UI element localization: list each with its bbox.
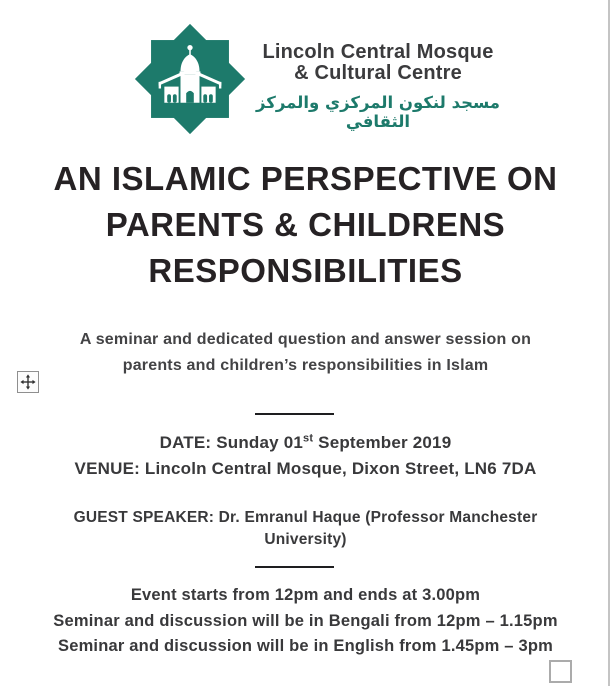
move-handle-icon[interactable] <box>17 371 39 393</box>
schedule-line-2: Seminar and discussion will be in Bengali from 12pm – 1.15pm <box>53 611 558 630</box>
event-subtitle-line-1: A seminar and dedicated question and answer session on <box>79 331 532 348</box>
mosque-logo-icon <box>133 18 247 140</box>
four-way-arrow-icon <box>20 374 36 390</box>
empty-square-handle[interactable] <box>549 660 572 683</box>
guest-speaker-line-1: GUEST SPEAKER: Dr. Emranul Haque (Professor Manchester <box>73 509 538 526</box>
date-text-suffix: September 2019 <box>313 433 452 452</box>
guest-speaker-line-2: University) <box>264 531 347 548</box>
logo-name-line-1: Lincoln Central Mosque <box>262 41 494 63</box>
logo-name-line-2: & Cultural Centre <box>294 62 462 84</box>
event-title-line-1: AN ISLAMIC PERSPECTIVE ON <box>53 160 558 197</box>
date-text-prefix: DATE: Sunday 01 <box>159 433 304 452</box>
divider-rule-top <box>255 413 334 415</box>
page-edge <box>608 0 610 686</box>
event-title-line-3: RESPONSIBILITIES <box>148 252 463 289</box>
event-subtitle-line-2: parents and children’s responsibilities in Islam <box>122 357 489 374</box>
schedule-line-3: Seminar and discussion will be in English from 1.45pm – 3pm <box>57 637 553 655</box>
mosque-logo-text <box>252 42 504 131</box>
event-title <box>0 156 611 294</box>
date-venue-block <box>0 430 611 482</box>
schedule-block <box>0 583 611 660</box>
event-subtitle <box>0 327 611 379</box>
divider-rule-bottom <box>255 566 334 568</box>
logo-name-arabic: مسجد لنكون المركزي والمركز الثقافي <box>255 93 501 131</box>
schedule-line-1: Event starts from 12pm and ends at 3.00pm <box>130 586 481 604</box>
date-ordinal-suffix: st <box>303 432 314 445</box>
date-line <box>0 430 611 456</box>
guest-speaker-block <box>0 507 611 551</box>
event-title-line-2: PARENTS & CHILDRENS <box>105 206 506 243</box>
venue-line: VENUE: Lincoln Central Mosque, Dixon Street, LN6 7DA <box>74 459 537 478</box>
